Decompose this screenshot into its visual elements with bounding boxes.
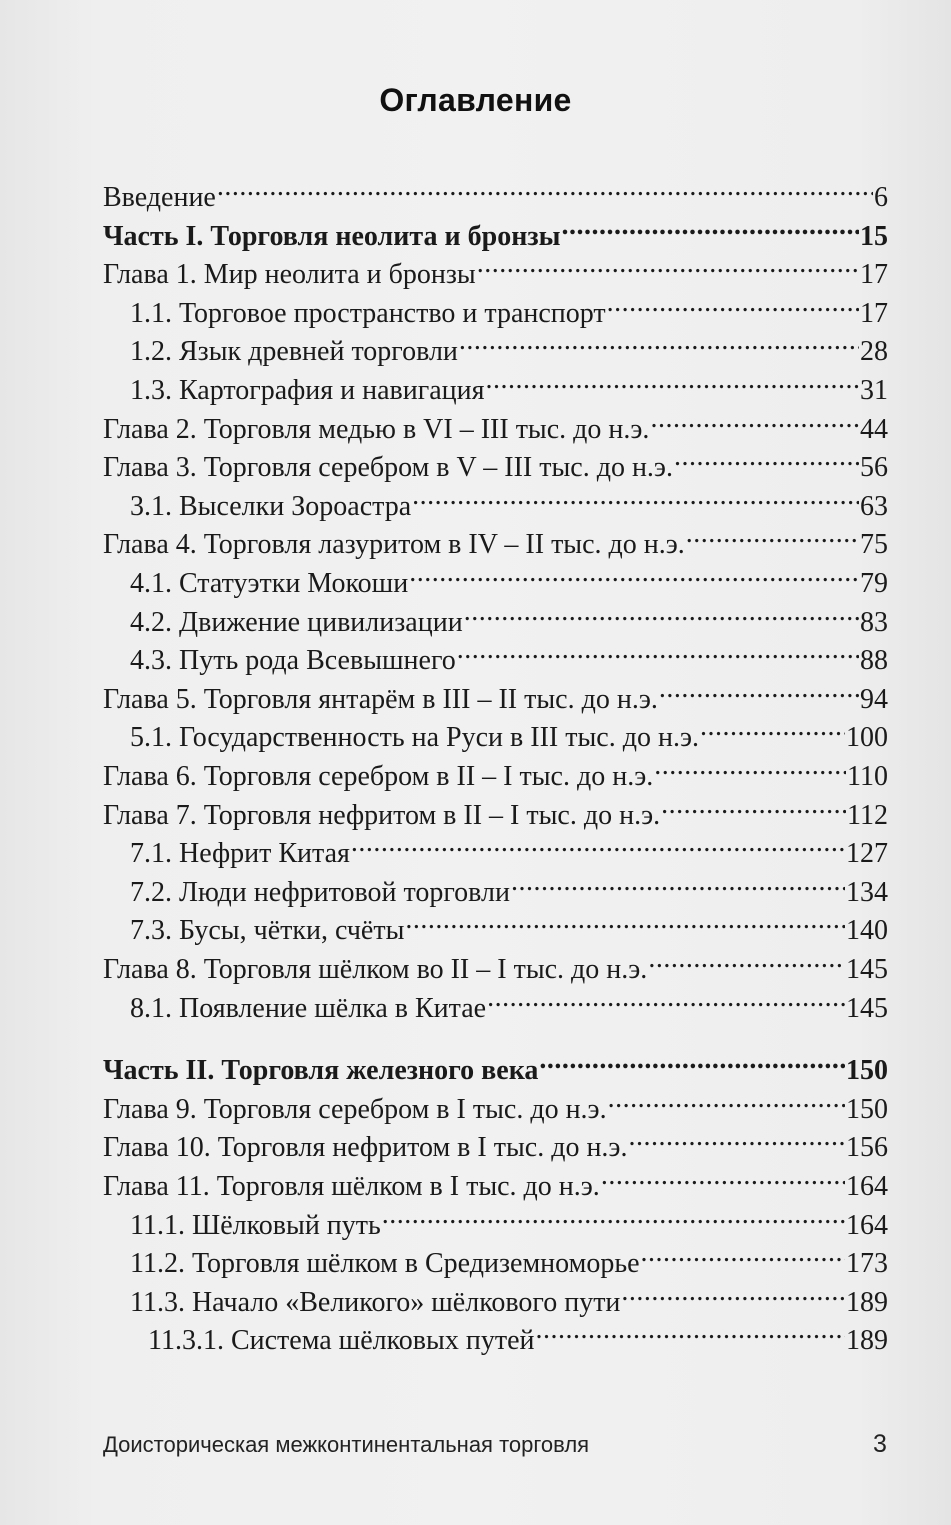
toc-dot-leader [628,1118,845,1156]
toc-entry-title: Глава 11. Торговля шёлком в I тыс. до н.э. [103,1171,600,1202]
toc-entry-page: 15 [860,220,888,252]
toc-entry [103,786,888,831]
toc-entry-page: 63 [860,490,888,522]
toc-entry-title: 7.3. Бусы, чётки, счёты [130,915,405,947]
toc-entry-title: 3.1. Выселки Зороастра [130,490,412,522]
toc-entry-title: 11.3. Начало «Великого» шёлкового пути [130,1286,621,1318]
toc-dot-leader [459,322,859,360]
toc-dot-leader [641,1234,845,1272]
toc-entry [130,1273,888,1318]
toc-entry [103,400,888,445]
toc-entry-page: 189 [846,1325,888,1357]
toc-dot-leader [674,438,859,476]
toc-entry-page: 17 [860,259,888,291]
toc-dot-leader [621,1273,845,1311]
toc-entry-page: 88 [860,645,888,677]
toc-entry-page: 100 [846,722,888,754]
toc-dot-leader [654,747,846,785]
toc-dot-leader [608,1080,845,1118]
toc-dot-leader [464,593,859,631]
toc-dot-leader [539,1041,845,1079]
toc-entry [130,708,888,754]
toc-entry-page: 17 [860,297,888,329]
toc-entry-page: 83 [860,606,888,638]
toc-dot-leader [412,477,859,515]
toc-entry-page: 28 [860,336,888,368]
toc-entry-page: 164 [846,1209,888,1241]
toc-dot-leader [650,400,859,438]
toc-entry-title: Часть II. Торговля железного века [103,1055,539,1087]
toc-entry-page: 189 [846,1286,888,1318]
toc-dot-leader [457,631,859,669]
toc-entry-title: 4.3. Путь рода Всевышнего [130,645,456,677]
toc-entry-page: 150 [846,1093,888,1125]
toc-entry [103,1080,888,1125]
toc-entry [103,747,888,792]
toc-dot-leader [351,824,845,862]
toc-entry-title: Глава 5. Торговля янтарём в III – II тыс. до н.э. [103,683,658,715]
toc-dot-leader [648,940,845,978]
running-footer-title: Доисторическая межконтинентальная торговля [103,1432,590,1457]
toc-entry-page: 56 [860,452,888,484]
toc-dot-leader [486,361,859,399]
toc-entry-title: Глава 9. Торговля серебром в I тыс. до н.э. [103,1093,607,1125]
toc-dot-leader [607,284,859,322]
toc-entry-title: Глава 4. Торговля лазуритом в IV – II тыс. до н.э. [103,529,685,561]
toc-entry [103,207,888,252]
toc-entry-title: 1.3. Картография и навигация [130,375,485,406]
toc-entry-title: Глава 8. Торговля шёлком во II – I тыс. до н.э. [103,954,648,985]
toc-dot-leader [535,1311,845,1349]
toc-entry-title: Часть I. Торговля неолита и бронзы [103,220,561,252]
toc-entry [103,1041,888,1087]
toc-entry-title: Глава 6. Торговля серебром в II – I тыс. до н.э. [103,761,654,792]
toc-entry [130,979,888,1024]
toc-dot-leader [382,1196,845,1234]
toc-dot-leader [659,670,859,708]
toc-entry-page: 94 [860,683,888,715]
toc-entry-page: 164 [846,1171,888,1202]
page-number: 3 [873,1430,887,1458]
toc-entry [130,824,888,870]
toc-entry-page: 140 [846,915,888,947]
toc-entry-title: 7.2. Люди нефритовой торговли [130,876,510,908]
toc-dot-leader [601,1157,845,1195]
toc-entry-title: 11.3.1. Система шёлковых путей [148,1325,535,1357]
toc-entry-page: 156 [846,1132,888,1164]
toc-entry [103,438,888,484]
toc-entry [103,515,888,561]
toc-dot-leader [405,901,845,939]
toc-entry [130,901,888,947]
toc-entry [130,322,888,368]
toc-entry [130,631,888,677]
toc-entry [103,940,888,985]
toc-entry-page: 112 [847,799,888,831]
toc-entry-title: 11.1. Шёлковый путь [130,1209,381,1241]
toc-entry [130,1196,888,1241]
toc-entry-title: 7.1. Нефрит Китая [130,838,350,870]
toc-entry [148,1311,888,1357]
toc-entry [130,284,888,329]
toc-entry [103,1157,888,1202]
toc-dot-leader [409,554,859,592]
toc-entry [103,245,888,291]
toc-dot-leader [477,245,859,283]
toc-entry-title: Глава 3. Торговля серебром в V – III тыс. до н.э. [103,452,673,484]
toc-entry [103,1118,888,1164]
toc-dot-leader [561,207,859,245]
toc-entry-page: 145 [846,954,888,985]
toc-entry-title: 4.2. Движение цивилизации [130,606,463,638]
toc-dot-leader [487,979,845,1017]
toc-entry-title: Глава 1. Мир неолита и бронзы [103,259,476,291]
page-title: Оглавление [379,82,572,118]
toc-entry-title: 1.2. Язык древней торговли [130,336,458,368]
toc-entry-title: 1.1. Торговое пространство и транспорт [130,297,606,329]
toc-entry-page: 110 [847,761,888,792]
toc-dot-leader [661,786,846,824]
toc-entry [130,593,888,638]
toc-entry-title: Глава 2. Торговля медью в VI – III тыс. до н.э. [103,413,650,445]
toc-entry-title: Глава 7. Торговля нефритом в II – I тыс. до н.э. [103,799,661,831]
toc-entry [130,863,888,908]
toc-entry-page: 127 [846,838,888,870]
toc-entry-title: 5.1. Государственность на Руси в III тыс. до н.э. [130,722,699,754]
toc-entry-title: 8.1. Появление шёлка в Китае [130,992,487,1024]
toc-entry-page: 44 [860,413,888,445]
toc-entry-page: 173 [846,1248,888,1280]
toc-entry [130,477,888,522]
toc-entry-page: 75 [860,529,888,561]
toc-entry [130,1234,888,1280]
toc-entry-page: 145 [846,992,888,1024]
toc-entry-title: Глава 10. Торговля нефритом в I тыс. до н.э. [103,1132,628,1164]
toc-entry [103,670,888,715]
toc-entry-page: 6 [874,182,888,213]
toc-entry-page: 134 [846,876,888,908]
toc-entry-page: 150 [846,1055,888,1087]
toc-dot-leader [511,863,845,901]
toc-entry [130,361,888,406]
toc-dot-leader [686,515,859,553]
toc-dot-leader [217,168,873,206]
toc-dot-leader [700,708,845,746]
toc-entry-page: 31 [860,375,888,406]
toc-entry-title: 11.2. Торговля шёлком в Средиземноморье [130,1248,640,1280]
toc-entry-title: 4.1. Статуэтки Мокоши [130,568,409,599]
toc-entry-title: Введение [103,182,216,213]
toc-entry [103,168,888,213]
toc-entry [130,554,888,599]
toc-entry-page: 79 [860,568,888,599]
